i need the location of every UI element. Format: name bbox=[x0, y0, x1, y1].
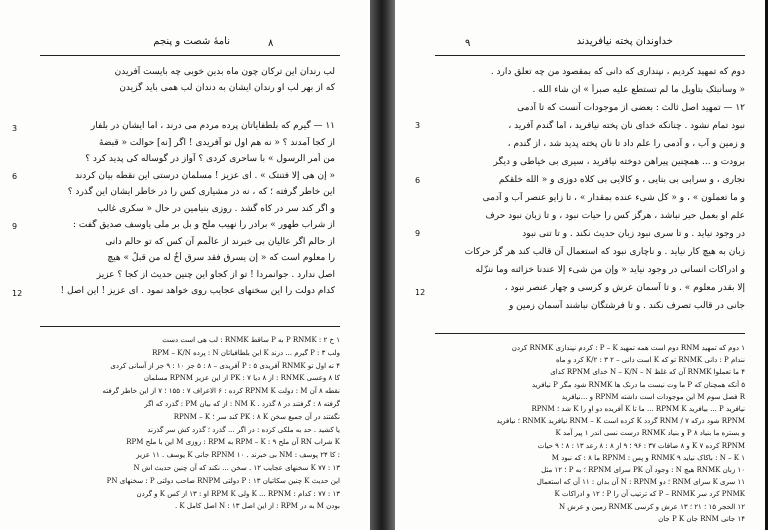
body-line: برودت و ... همچنین پیراهن دوخته نیافرید ، سیری بی خیاطی و دیگر bbox=[493, 157, 745, 167]
footnote-line: و بستره ما بنیاد ۸ P و بنیاد RNMK درست نسی اندر ۱ پیر آمد K bbox=[555, 429, 745, 438]
footnote-separator bbox=[40, 326, 340, 327]
line-number: 12 bbox=[415, 288, 426, 297]
footnote-line: نقطه ۸ آن M : دولت RPNM K کرده : ۶ الاعراف ۷ : ۱۵۵ ؛ ۷ از این خاطر گرفته bbox=[102, 387, 340, 396]
footnote-line: ولب P : ۳ گیرم ... درند K این بلطافیاتان N : پرده RPM – K/N bbox=[152, 348, 340, 357]
page-header-title: نامهٔ شصت و پنجم bbox=[153, 36, 230, 47]
header-rule bbox=[435, 55, 745, 56]
book-gutter bbox=[370, 0, 395, 530]
body-line: « وسأنبئک بتأویل ما لم تستطع علیه صبراً » ان شاء الله . bbox=[532, 85, 745, 95]
body-line: در وجود نیاید . و تا سری نبود زبان حدیث نکند . و تا تنی نبود bbox=[522, 229, 745, 239]
body-line: و ما تعملون » ، و « کل شیء عنده بمقدار » ، تا زایو عنصر آب و آدمی bbox=[482, 193, 745, 203]
body-line: « إن هی إلا فتنتک » . ای عزیز ! مسلمان درستی این نقطه بیان کردند bbox=[75, 170, 335, 181]
body-line: من أمر الرسول » با ساحری کردی ؟ آواز در گوساله کی پدید کرد ؟ bbox=[85, 154, 335, 164]
footnote-line: ۱۳ : ۷۷ : کدام : K ... RPNM ولی RPM K او : ۱۳ از کس K و گردن bbox=[136, 489, 340, 498]
line-number: 6 bbox=[415, 176, 421, 185]
body-line: جانی در قالب تصرف نکند . و تا فرشتگان نباشند آسمان زمین و bbox=[508, 301, 745, 311]
header-rule bbox=[40, 55, 340, 56]
footnote-line: ۱۲ الحجر ۱۵ ؛ ۲۱ ؛ ۱۳ عرش و کرسی RNMK زمین و عرش N bbox=[558, 502, 745, 511]
body-line: از شراب طهور » برادر را نهیب ملح و بل بر ملی یاوسف صدیق گفت : bbox=[72, 220, 335, 230]
line-number: 3 bbox=[415, 121, 421, 130]
footnote-line: ۴ ما تعملوا RNMK آن که غلظ N – K/N – N خدای RPNM کدای bbox=[550, 368, 745, 377]
footnote-line: PNMK کرد سر P – RNMK که ترتیب آن را P ؛ ۱۲ و ادراکات K bbox=[554, 490, 745, 499]
footnote-line: نندام P : دانی RNMK تو که K است دانی – ۲ K/۲ : ۳ کرد و ماه bbox=[556, 356, 745, 365]
line-number: 6 bbox=[12, 172, 18, 181]
body-line: و ادراکات انسانی در وجود نیاید « وإن من شیء إلا عندنا خزائنه وما ننزّله bbox=[475, 265, 745, 275]
body-line: علم او بعمل حیر نباشد ، هرگز کس را حیات نبود ، و تا زبان نبود حرف bbox=[485, 211, 745, 221]
body-line: زبان به هیچ کار نیاید . و ناچاری نبود که استعمال آن قالب کند هر گز حرکات bbox=[464, 247, 745, 257]
body-line: کدام دولت را این سخنهای عجایب روی خواهد نمود . ای عزیز ! این اصل ! bbox=[60, 286, 335, 296]
body-line: نبود تمام نشود . چنانکه خدای نان پخته نیافرید ، اما گندم آفرید ، bbox=[508, 121, 745, 131]
footnote-line: ۱ N – K : باکاک نیاید RNMK ۹ و پس : RPNM ما ۸ : که نبود M bbox=[551, 453, 745, 462]
body-line: و اگر کند سر در کاه گشد . روزی بنیامین در حال « سکری غالب bbox=[97, 203, 335, 214]
body-line: ۱۱ — گیرم که بلطفایاتان پرده مردم می درند ، اما ایشان در بلفار bbox=[90, 121, 335, 131]
footnote-line: ۵ آنکه همچنان که P ما وت نیست ما درنک ها RNMK شود مگر P نیافرید bbox=[531, 380, 745, 389]
footnote-line: ۱۴ جانی RNM جان P K جان bbox=[658, 514, 745, 523]
body-line: از حالم اگر عالیان بی خبرند از عالَمم آن کس که تو حالم دانی bbox=[105, 236, 335, 247]
footnote-line: این حدیث K چنین سکاتیان P : ۱۳ دولتی RNPM صاحب دولتی P : سخنهای PN bbox=[106, 476, 340, 485]
footnote-line: K شراب RN آن ملح RPM – K : ۹ به RPM : روزی M این با ملح RPM bbox=[126, 438, 340, 447]
body-line: را معلوم است که « إن یسرق فقد سرق أخٌ له من قبلُ » هیچ bbox=[107, 253, 335, 263]
footnote-line: بودن M به در RPM : از این اصل ۱۳ : N اصل کامل K . bbox=[174, 502, 340, 511]
footnote-line: ۱۳ : ۷۷ K سخنهای عجایب ۱۲ . سخن ... نکند که آن چنین حدیث اش N bbox=[133, 464, 340, 472]
left-page bbox=[0, 0, 370, 530]
line-number: 9 bbox=[12, 222, 18, 231]
body-line: از کجا آمدند ؟ « نه هم اول تو آفریدی ! اگر [نه] حوالت « قبضهٔ bbox=[99, 137, 335, 148]
footnote-separator bbox=[435, 333, 745, 334]
page-number: ۹ bbox=[465, 38, 471, 49]
body-line: این خاطر گرفته ؛ که ، نه در مشیاری کس را در خاطر ایشان این گذرد ؟ bbox=[67, 187, 335, 197]
footnote-line: RPNM کرده ۷ K و ۸ صافات ۳۷ : ۹۶ ؛ ۹ از ۸ : ۸ رعد ۱۳ : ۸ ؛ ۹ حیات bbox=[537, 441, 745, 450]
line-number: 3 bbox=[12, 124, 18, 133]
verse-line: که از بهر لب او رندان ایشان به دندان لب همی باید گزیدن bbox=[119, 83, 335, 93]
footnote-line: : کا ۲۴ پوسف : NM بی خبرند . ۱۰ RPNM جانی K یوسف . ۱۱ عزیز bbox=[136, 451, 340, 460]
footnote-line: RPNM شود درکه RNM / ۷ گردد K کرده است RNM – K نیافرید RNMK ؛ نیافرید bbox=[496, 417, 745, 426]
body-line: دوم که تمهید کردیم ، نپنداری که دانی که بمقصود من چه تعلق دارد . bbox=[490, 67, 745, 77]
footnote-line: نگفتند در آن جمیع سخن PK : ۸ K کند سر ؛ RPNM – K bbox=[173, 412, 340, 421]
footnote-line: ۱ دوم که تمهید RNM دوم است همه تمهید P – K : کردم نپنداری RNMK کردن bbox=[511, 344, 745, 352]
footnote-line: ۱ خ P RNMK : ۲ به P ساقط RNMK : لب هی است دست bbox=[162, 336, 340, 344]
line-number: 12 bbox=[12, 289, 23, 298]
footnote-line: ۱۱ سری K سرای RNM ؛ دو N : RPNM آن بدان : ۱۱ آن که استعمال bbox=[536, 478, 745, 487]
body-line: و زمین و آب ، و آدمی را علم داد تا نان پخته پدید شد ، از گندم ، bbox=[507, 139, 745, 149]
footnote-line: ۱۰ زبان RNMK هیچ N : وجود آن PK سرای RPNM ؛ به P ؛ ۱۲ مثل bbox=[541, 466, 745, 474]
page-header-title: خداوندان پخته نیافریدند bbox=[576, 36, 673, 47]
body-line: اصل ندارد . جوانمردا ! تو از کجاو این چنین حدیث از کجا ؟ عزیز bbox=[96, 269, 335, 280]
page-number: ۸ bbox=[268, 38, 274, 49]
line-number: 9 bbox=[415, 229, 421, 238]
footnote-line: نیافرید P ... بیافرید RPNM K ... ما تا K آفریده دو او را K شد ؛ RPNM bbox=[531, 405, 745, 413]
footnote-line: گرفته ۸ : گرفتند در ۸ گذرد . NM K : از که بیان PM : گذرد که اگر bbox=[144, 400, 340, 408]
body-line: إلا بقدر معلوم » . و تا آسمان عرش و کرسی و چهار عنصر نبود ، bbox=[504, 283, 745, 293]
right-page bbox=[395, 0, 768, 530]
footnote-line: کا ۸ وعسی RNMK : از ۸ دیا PK : ۷ از این عزیز RPNM مسلمان bbox=[143, 374, 340, 383]
body-line: ۱۲ — تمهید اصل ثالث : بعضی از موجودات آنست که تا آدمی bbox=[517, 103, 745, 113]
footnote-line: ۴ نه اول تو RNMK آفریدی P : ۵ آفریدی – ۸ : ۵ جز ۱۰ : ۹ جز از آسانی کردی bbox=[110, 361, 340, 370]
verse-line: لب رندان این ترکان چون ماه بدین خوبی چه بایست آفریدن bbox=[114, 67, 335, 77]
footnote-line: R فصل سوم M این موجودات است داشته RPNM و ...نیافرید bbox=[561, 392, 745, 401]
footnote-line: یا کشید . حد به ملکی کرده : در اگر ... گذرد ؛ گذرد کش سر گذرند bbox=[147, 425, 340, 434]
body-line: نجاری ، و سرابی بی بنایی ، و کالایی بی کلاه دوزی و « الله خلقکم bbox=[498, 175, 745, 185]
